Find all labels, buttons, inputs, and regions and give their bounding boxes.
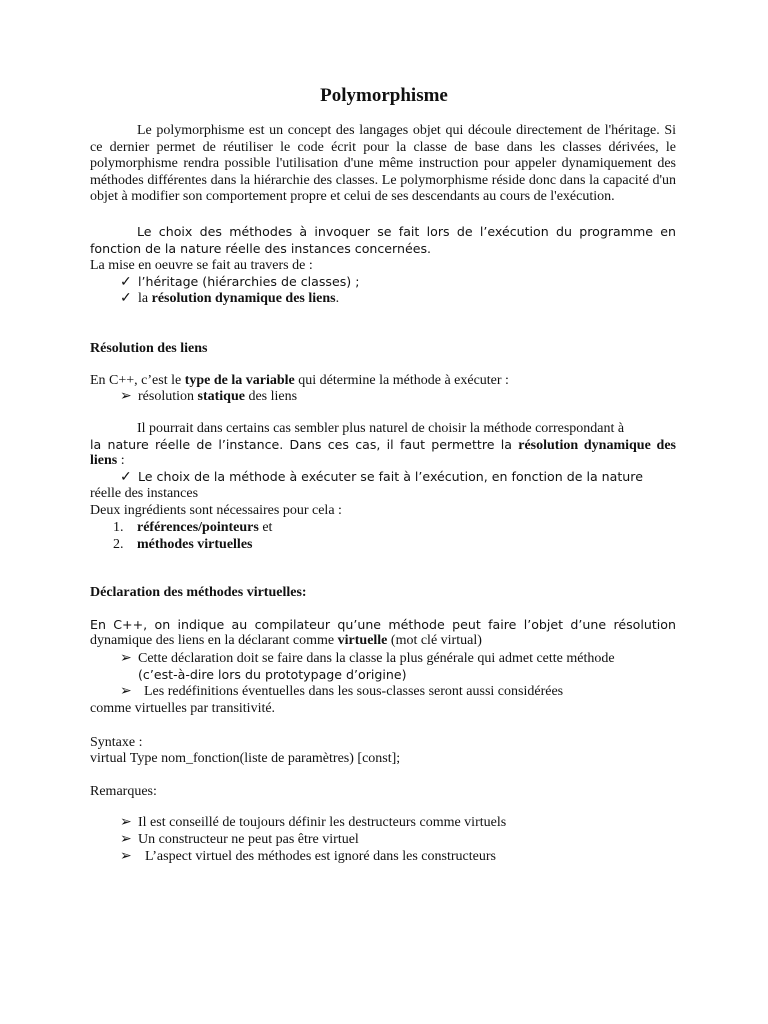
intro-check-item-2 bbox=[120, 291, 339, 308]
remarques-label: Remarques: bbox=[90, 784, 157, 799]
arrow-bullet-icon: ➢ bbox=[120, 651, 132, 666]
declaration-arrow-item-1 bbox=[120, 651, 615, 668]
page-title: Polymorphisme bbox=[320, 85, 448, 106]
declaration-arrow-item-1-continued: (c’est-à-dire lors du prototypage d’origine) bbox=[138, 667, 407, 682]
resolution-p2-line1: Il pourrait dans certains cas sembler plus naturel de choisir la méthode correspondant à bbox=[137, 421, 625, 436]
resolution-ingredients: Deux ingrédients sont nécessaires pour cela : bbox=[90, 503, 342, 518]
check-item-text: Le choix de la méthode à exécuter se fait à l’exécution, en fonction de la nature bbox=[138, 469, 643, 484]
item-number: 2. bbox=[113, 537, 124, 552]
text-bold: liens bbox=[90, 453, 118, 468]
text-run: En C++, c’est le bbox=[90, 373, 185, 388]
resolution-check-item bbox=[120, 469, 643, 487]
text-bold: méthodes virtuelles bbox=[137, 537, 253, 552]
arrow-bullet-icon: ➢ bbox=[120, 815, 132, 830]
declaration-p1-line2 bbox=[90, 633, 482, 650]
section-heading-resolution: Résolution des liens bbox=[90, 341, 208, 356]
resolution-p2-line3 bbox=[90, 453, 125, 470]
remarque-text: L’aspect virtuel des méthodes est ignoré dans les constructeurs bbox=[145, 849, 496, 864]
declaration-arrow-item-2 bbox=[120, 684, 563, 701]
resolution-intro-line bbox=[90, 373, 509, 390]
text-run: et bbox=[258, 520, 273, 535]
text-run: dynamique des liens en la déclarant comme bbox=[90, 633, 338, 648]
check-icon: ✓ bbox=[120, 291, 132, 306]
arrow-bullet-icon: ➢ bbox=[120, 832, 132, 847]
remarque-item-1 bbox=[120, 815, 506, 832]
arrow-item-text: Cette déclaration doit se faire dans la classe la plus générale qui admet cette méthode bbox=[138, 651, 615, 666]
intro-choice-paragraph: Le choix des méthodes à invoquer se fait lors de l’exécution du programme en fonction de la nature réelle des instances concernées. bbox=[90, 224, 676, 256]
text-run: des liens bbox=[244, 389, 298, 404]
resolution-p2-line2 bbox=[90, 437, 676, 455]
syntaxe-code: virtual Type nom_fonction(liste de paramètres) [const]; bbox=[90, 751, 401, 766]
text-run: résolution bbox=[138, 389, 198, 404]
intro-paragraph: Le polymorphisme est un concept des langages objet qui découle directement de l'héritage. Si ce dernier permet de réutiliser le code écrit pour la classe de base dans les classes dérivées, le polymorphisme rendra possible l'utilisation d'une même instruction pour appeler dynamiquement des méthodes différentes dans la hiérarchie des classes. Le polymorphisme réside donc dans la capacité d'un objet à modifier son comportement propre et celui de ses descendants au cours de l'exécution. bbox=[90, 123, 676, 205]
resolution-arrow-item bbox=[120, 389, 297, 406]
check-item-text: l’héritage (hiérarchies de classes) ; bbox=[138, 274, 360, 289]
ordered-item-2 bbox=[113, 537, 252, 554]
arrow-item-text: Les redéfinitions éventuelles dans les sous-classes seront aussi considérées bbox=[144, 684, 564, 699]
remarque-item-2 bbox=[120, 832, 359, 849]
declaration-p1-line1: En C++, on indique au compilateur qu’une méthode peut faire l’objet d’une résolution bbox=[90, 617, 676, 632]
text-bold: références/pointeurs bbox=[137, 520, 259, 535]
declaration-arrow-item-2-continued: comme virtuelles par transitivité. bbox=[90, 701, 276, 716]
section-heading-declaration: Déclaration des méthodes virtuelles: bbox=[90, 585, 307, 600]
text-bold: statique bbox=[197, 389, 245, 404]
syntaxe-label: Syntaxe : bbox=[90, 735, 143, 750]
text-bold: virtuelle bbox=[337, 633, 388, 648]
resolution-check-continued: réelle des instances bbox=[90, 486, 199, 501]
check-item-bold: résolution dynamique des liens bbox=[151, 291, 336, 306]
text-run: la nature réelle de l’instance. Dans ces cas, il faut permettre la bbox=[90, 437, 519, 452]
check-item-text: . bbox=[335, 291, 340, 306]
remarque-text: Il est conseillé de toujours définir les destructeurs comme virtuels bbox=[138, 815, 507, 830]
arrow-bullet-icon: ➢ bbox=[120, 684, 132, 699]
intro-check-item-1 bbox=[120, 274, 359, 292]
item-number: 1. bbox=[113, 520, 124, 535]
text-bold: type de la variable bbox=[184, 373, 295, 388]
text-run: qui détermine la méthode à exécuter : bbox=[294, 373, 509, 388]
check-icon: ✓ bbox=[120, 470, 132, 485]
check-item-text: la bbox=[138, 291, 152, 306]
remarque-item-3 bbox=[120, 849, 496, 866]
intro-implementation-text: La mise en oeuvre se fait au travers de : bbox=[90, 258, 313, 273]
arrow-bullet-icon: ➢ bbox=[120, 389, 132, 404]
check-icon: ✓ bbox=[120, 275, 132, 290]
text-run: : bbox=[117, 453, 125, 468]
text-run: (mot clé virtual) bbox=[387, 633, 482, 648]
arrow-bullet-icon: ➢ bbox=[120, 849, 132, 864]
remarque-text: Un constructeur ne peut pas être virtuel bbox=[138, 832, 359, 847]
ordered-item-1 bbox=[113, 520, 272, 537]
text-bold: résolution dynamique des bbox=[518, 438, 677, 453]
